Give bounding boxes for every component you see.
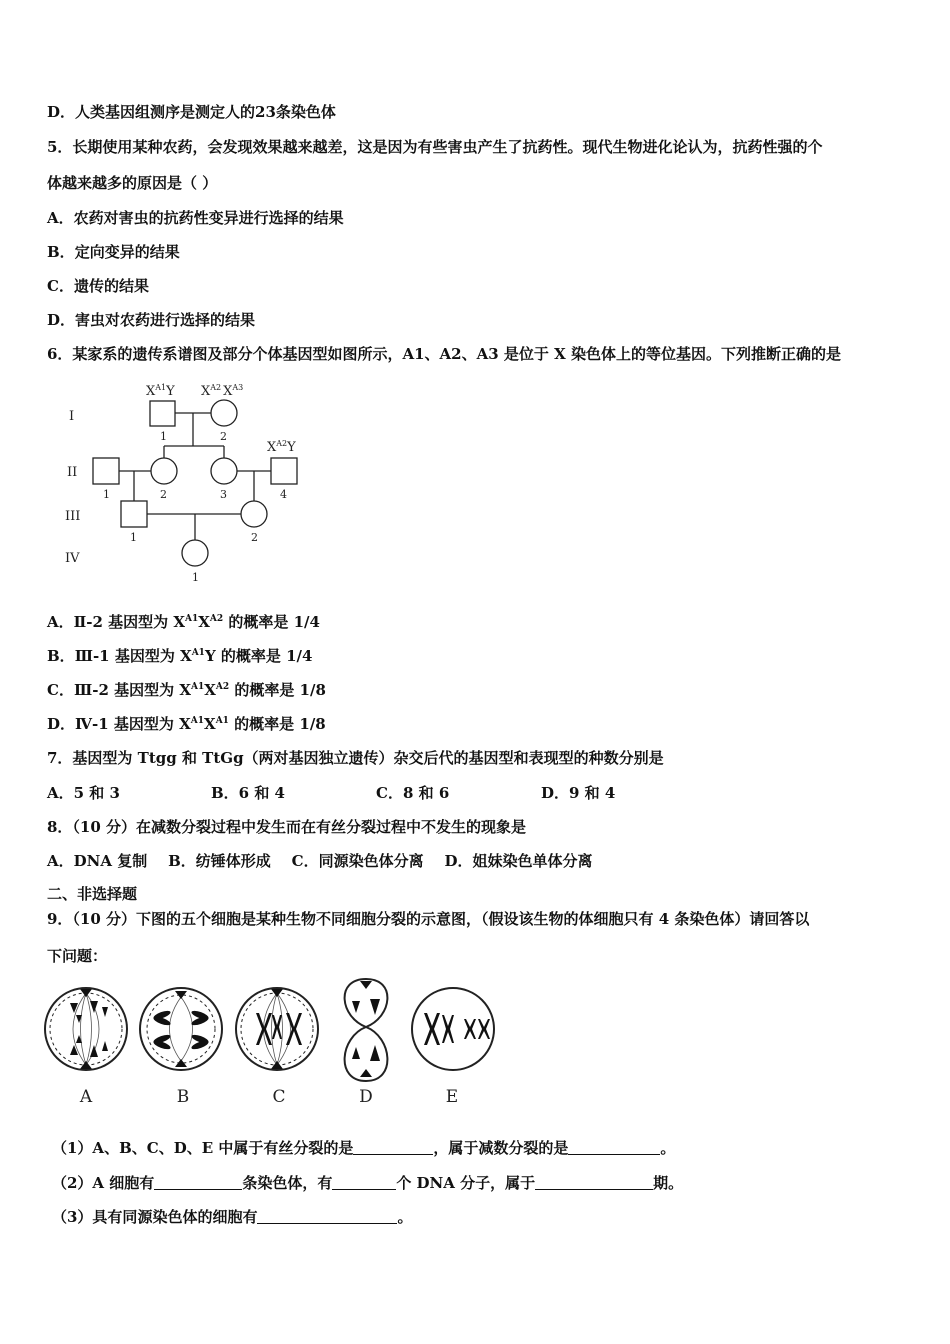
q9-stem-line1: 9．（10 分）下图的五个细胞是某种生物不同细胞分裂的示意图，（假设该生物的体细胞只有 4 条染色体）请回答以 [47,910,810,928]
pedigree-chart [55,378,325,593]
q9-sub2: （2）A 细胞有 条染色体，有 个 DNA 分子，属于 期。 [52,1174,684,1192]
num-III-2: 2 [251,531,258,544]
cell-label-b: B [176,1087,190,1107]
cell-label-e: E [445,1087,459,1107]
q6-option-d[interactable]: D．Ⅳ-1 基因型为 $X^{A1}X^{A1}$ 的概率是 1/8 [47,715,326,733]
q7-option-b[interactable]: B．6 和 4 [211,784,285,802]
blank-meiosis[interactable] [568,1140,660,1155]
blank-phase[interactable] [535,1175,653,1190]
num-II-4: 4 [280,488,287,501]
genotype-I-1: $X^{A1}Y$ [146,383,175,399]
q5-option-c[interactable]: C．遗传的结果 [47,277,149,295]
num-I-1: 1 [160,430,167,443]
cell-label-d: D [359,1087,373,1107]
blank-homologous-cells[interactable] [257,1209,397,1224]
pedigree-II-4-male [271,458,297,484]
q6-option-a[interactable]: A．Ⅱ-2 基因型为 $X^{A1}X^{A2}$ 的概率是 1/4 [47,613,320,631]
pedigree-III-1-male [121,501,147,527]
genotype-I-2: $X^{A2}$ $X^{A3}$ [201,383,244,399]
q5-option-d[interactable]: D．害虫对农药进行选择的结果 [47,311,256,329]
q9-stem-line2: 下问题： [47,947,108,965]
q4-option-d: D．人类基因组测序是测定人的23条染色体 [47,103,336,121]
num-II-1: 1 [103,488,110,501]
q5-stem-line1: 5．长期使用某种农药，会发现效果越来越差，这是因为有些害虫产生了抗药性。现代生物进化论认为，抗药性强的个 [47,138,823,156]
gen-label-I: I [69,409,75,424]
cell-e [412,988,494,1070]
pedigree-I-1-male [150,401,175,426]
q7-option-c[interactable]: C．8 和 6 [376,784,450,802]
section-heading: 二、非选择题 [47,885,138,903]
q7-option-a[interactable]: A．5 和 3 [47,784,120,802]
pedigree-IV-1-female [182,540,208,566]
blank-dna-count[interactable] [332,1175,396,1190]
cell-b [140,988,222,1070]
q8-options[interactable]: A．DNA 复制 B．纺锤体形成 C．同源染色体分离 D．姐妹染色单体分离 [47,852,593,870]
num-II-3: 3 [220,488,227,501]
cell-d [345,979,388,1081]
q7-stem: 7．基因型为 Ttgg 和 TtGg（两对基因独立遗传）杂交后代的基因型和表现型的种数分别是 [47,749,664,767]
cell-label-a: A [79,1087,93,1107]
gen-label-IV: IV [65,551,80,566]
gen-label-III: III [65,509,81,524]
pedigree-I-2-female [211,400,237,426]
num-III-1: 1 [130,531,137,544]
cell-division-figure [40,975,500,1110]
q6-stem: 6．某家系的遗传系谱图及部分个体基因型如图所示，A1、A2、A3 是位于 X 染色体上的等位基因。下列推断正确的是 [47,345,841,363]
q6-option-b[interactable]: B．Ⅲ-1 基因型为 $X^{A1}Y$ 的概率是 1/4 [47,647,313,665]
blank-mitosis[interactable] [353,1140,433,1155]
q9-sub1: （1）A、B、C、D、E 中属于有丝分裂的是 ，属于减数分裂的是 。 [52,1139,676,1157]
q5-option-a[interactable]: A．农药对害虫的抗药性变异进行选择的结果 [47,209,344,227]
num-I-2: 2 [220,430,227,443]
pedigree-II-1-male [93,458,119,484]
blank-chromosome-count[interactable] [154,1175,242,1190]
num-II-2: 2 [160,488,167,501]
q9-sub3: （3）具有同源染色体的细胞有 。 [52,1208,413,1226]
cell-label-c: C [272,1087,286,1107]
cell-a [45,988,127,1070]
q8-stem: 8．（10 分）在减数分裂过程中发生而在有丝分裂过程中不发生的现象是 [47,818,527,836]
q5-option-b[interactable]: B．定向变异的结果 [47,243,180,261]
genotype-II-4: $X^{A2}Y$ [267,439,296,455]
pedigree-II-2-female [151,458,177,484]
gen-label-II: II [67,465,78,480]
num-IV-1: 1 [192,571,199,584]
q7-options [47,783,667,803]
pedigree-II-3-female [211,458,237,484]
q5-stem-line2: 体越来越多的原因是（ ） [47,174,218,192]
q7-option-d[interactable]: D．9 和 4 [541,784,616,802]
pedigree-III-2-female [241,501,267,527]
q6-option-c[interactable]: C．Ⅲ-2 基因型为 $X^{A1}X^{A2}$ 的概率是 1/8 [47,681,326,699]
